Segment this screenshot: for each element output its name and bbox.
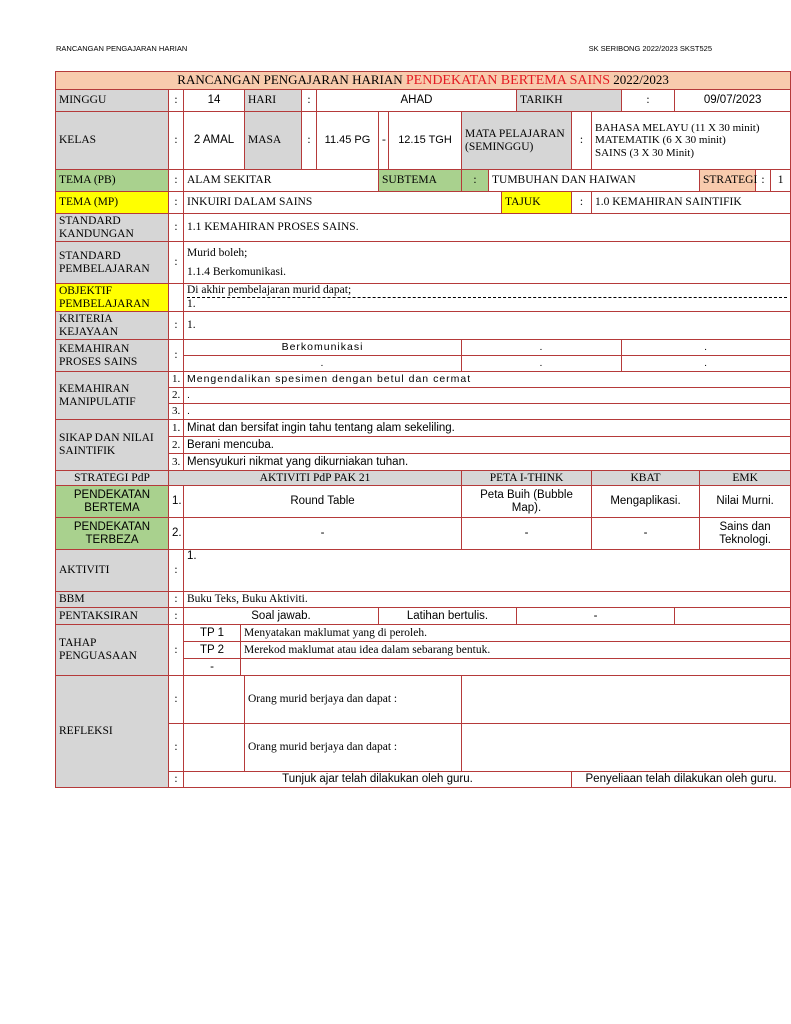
kps-item-4: . [184, 356, 462, 372]
sikap-item-3: Mensyukuri nikmat yang dikurniakan tuhan. [184, 454, 791, 471]
aktiviti-label: AKTIVITI [56, 550, 169, 592]
kelas-value: 2 AMAL [184, 112, 245, 170]
strategi-row-label: PENDEKATAN TERBEZA [56, 518, 169, 550]
strategi-value: 1 [771, 170, 791, 192]
header-left: RANCANGAN PENGAJARAN HARIAN [56, 44, 188, 53]
mata-pelajaran-value: BAHASA MELAYU (11 X 30 minit) MATEMATIK (6 X 30 minit) SAINS (3 X 30 Minit) [592, 112, 791, 170]
manipulatif-item-2: . [184, 388, 791, 404]
tahap-tp1-text: Menyatakan maklumat yang di peroleh. [241, 625, 791, 642]
strategi-head-4: KBAT [592, 471, 700, 486]
tajuk-label: TAJUK [502, 192, 572, 214]
kps-item-6: . [622, 356, 791, 372]
strategi-kbat: Mengaplikasi. [592, 486, 700, 518]
sp-label: STANDARD PEMBELAJARAN [56, 242, 169, 284]
subtema-label: SUBTEMA [379, 170, 462, 192]
rph-table: RANCANGAN PENGAJARAN HARIAN PENDEKATAN BERTEMA SAINS 2022/2023 MINGGU : 14 HARI : AHAD TARIKH : 09/07/2023 KELAS : 2 AMAL MASA : 11.45 PG - 12.15 TGH MATA PELAJARAN (SEMINGGU) : BAHASA MELAYU (11 X 30 minit) MATEMATIK (6 X 30 minit) SAINS (3 X 30 Minit) TEMA (PB) : ALAM SEKITAR SUBTEMA : TUMBUHAN DAN HAIWAN STRATEGI : 1 TEMA (MP) : INKUIRI DALAM SAINS TAJUK : 1.0 KEMAHIRAN SAINTIFIK STANDARD KANDUNGAN : 1.1 KEMAHIRAN PROSES SAINS. STANDARD PEMBELAJARAN : Murid boleh; 1.1.4 Berkomunikasi. OBJEKTIF PEMBELAJARAN Di akhir pembelajaran murid dapat; 1. KRITERIA KEJAYAAN : 1. KEMAHIRAN PROSES SAINS : Berkomunikasi . . . . . KEMAHIRAN MANIPULATIF 1. Mengendalikan spesimen dengan betul dan cermat 2. . 3. . SIKAP DAN NILAI SAINTIFIK 1. Minat dan bersifat ingin tahu tentang alam sekeliling. 2. Berani mencuba. 3. Mensyukuri nikmat yang dikurniakan tuhan. STRATEGI PdP AKTIVITI PdP PAK 21 PETA I-THINK KBAT EMK PENDEKATAN BERTEMA 1. Round Table Peta Buih (Bubble Map). Mengaplikasi. Nilai Murni. PENDEKATAN TERBEZA 2. - - - Sains dan Teknologi. AKTIVITI : 1. BBM : Buku Teks, Buku Aktiviti. PENTAKSIRAN : Soal jawab. Latihan bertulis. - TAHAP PENGUASAAN : TP 1 Menyatakan maklumat yang di peroleh. TP 2 Merekod maklumat atau idea dalam sebarang bentuk. - REFLEKSI : Orang murid berjaya dan dapat : : Orang murid berjaya dan dapat : : Tunjuk ajar telah dilakukan oleh guru. Penyeliaan telah dilakukan oleh guru. [55, 71, 791, 788]
tajuk-value: 1.0 KEMAHIRAN SAINTIFIK [592, 192, 791, 214]
strategi-head-3: PETA I-THINK [462, 471, 592, 486]
sikap-label: SIKAP DAN NILAI SAINTIFIK [56, 420, 169, 471]
strategi-peta: - [462, 518, 592, 550]
strategi-aktiviti: - [184, 518, 462, 550]
strategi-row-label: PENDEKATAN BERTEMA [56, 486, 169, 518]
kps-item-1: Berkomunikasi [184, 340, 462, 356]
kelas-label: KELAS [56, 112, 169, 170]
masa-dash: - [379, 112, 389, 170]
objektif-label: OBJEKTIF PEMBELAJARAN [56, 284, 169, 312]
kriteria-value: 1. [184, 312, 791, 340]
kps-label: KEMAHIRAN PROSES SAINS [56, 340, 169, 372]
pentaksiran-item-1: Soal jawab. [184, 608, 379, 625]
tema-mp-value: INKUIRI DALAM SAINS [184, 192, 502, 214]
minggu-label: MINGGU [56, 90, 169, 112]
mata-pelajaran-label: MATA PELAJARAN (SEMINGGU) [462, 112, 572, 170]
refleksi-footer-2: Penyeliaan telah dilakukan oleh guru. [572, 772, 791, 788]
sikap-item-1: Minat dan bersifat ingin tahu tentang alam sekeliling. [184, 420, 791, 437]
strategi-head-2: AKTIVITI PdP PAK 21 [169, 471, 462, 486]
aktiviti-value: 1. [184, 550, 791, 592]
strategi-peta: Peta Buih (Bubble Map). [462, 486, 592, 518]
masa-start: 11.45 PG [317, 112, 379, 170]
tema-mp-label: TEMA (MP) [56, 192, 169, 214]
kps-item-2: . [462, 340, 622, 356]
hari-label: HARI [245, 90, 302, 112]
tema-pb-value: ALAM SEKITAR [184, 170, 379, 192]
tahap-tp2: TP 2 [184, 642, 241, 659]
tahap-label: TAHAP PENGUASAAN [56, 625, 169, 676]
subtema-value: TUMBUHAN DAN HAIWAN [489, 170, 700, 192]
refleksi-label: REFLEKSI [56, 676, 169, 788]
tahap-tp2-text: Merekod maklumat atau idea dalam sebarang bentuk. [241, 642, 791, 659]
strategi-aktiviti: Round Table [184, 486, 462, 518]
pentaksiran-item-3: - [517, 608, 675, 625]
tahap-tp3: - [184, 659, 241, 676]
masa-label: MASA [245, 112, 302, 170]
bbm-label: BBM [56, 592, 169, 608]
sikap-item-2: Berani mencuba. [184, 437, 791, 454]
tarikh-value: 09/07/2023 [675, 90, 791, 112]
manipulatif-item-1: Mengendalikan spesimen dengan betul dan cermat [184, 372, 791, 388]
pentaksiran-label: PENTAKSIRAN [56, 608, 169, 625]
masa-end: 12.15 TGH [389, 112, 462, 170]
tema-pb-label: TEMA (PB) [56, 170, 169, 192]
objektif-value: Di akhir pembelajaran murid dapat; 1. [184, 284, 791, 312]
sk-label: STANDARD KANDUNGAN [56, 214, 169, 242]
kps-item-3: . [622, 340, 791, 356]
manipulatif-item-3: . [184, 404, 791, 420]
refleksi-text-1: Orang murid berjaya dan dapat : [245, 676, 462, 724]
tarikh-label: TARIKH [517, 90, 622, 112]
page-title: RANCANGAN PENGAJARAN HARIAN PENDEKATAN BERTEMA SAINS 2022/2023 [56, 72, 791, 90]
strategi-kbat: - [592, 518, 700, 550]
strategi-emk: Nilai Murni. [700, 486, 791, 518]
sp-value: Murid boleh; 1.1.4 Berkomunikasi. [184, 242, 791, 284]
refleksi-footer-1: Tunjuk ajar telah dilakukan oleh guru. [184, 772, 572, 788]
strategi-emk: Sains dan Teknologi. [700, 518, 791, 550]
minggu-value: 14 [184, 90, 245, 112]
hari-value: AHAD [317, 90, 517, 112]
kps-item-5: . [462, 356, 622, 372]
tahap-tp1: TP 1 [184, 625, 241, 642]
header-right: SK SERIBONG 2022/2023 SKST525 [588, 44, 712, 53]
pentaksiran-item-2: Latihan bertulis. [379, 608, 517, 625]
strategi-label: STRATEGI [700, 170, 756, 192]
manipulatif-label: KEMAHIRAN MANIPULATIF [56, 372, 169, 420]
bbm-value: Buku Teks, Buku Aktiviti. [184, 592, 791, 608]
strategi-head-5: EMK [700, 471, 791, 486]
sk-value: 1.1 KEMAHIRAN PROSES SAINS. [184, 214, 791, 242]
kriteria-label: KRITERIA KEJAYAAN [56, 312, 169, 340]
strategi-head-1: STRATEGI PdP [56, 471, 169, 486]
refleksi-text-2: Orang murid berjaya dan dapat : [245, 724, 462, 772]
